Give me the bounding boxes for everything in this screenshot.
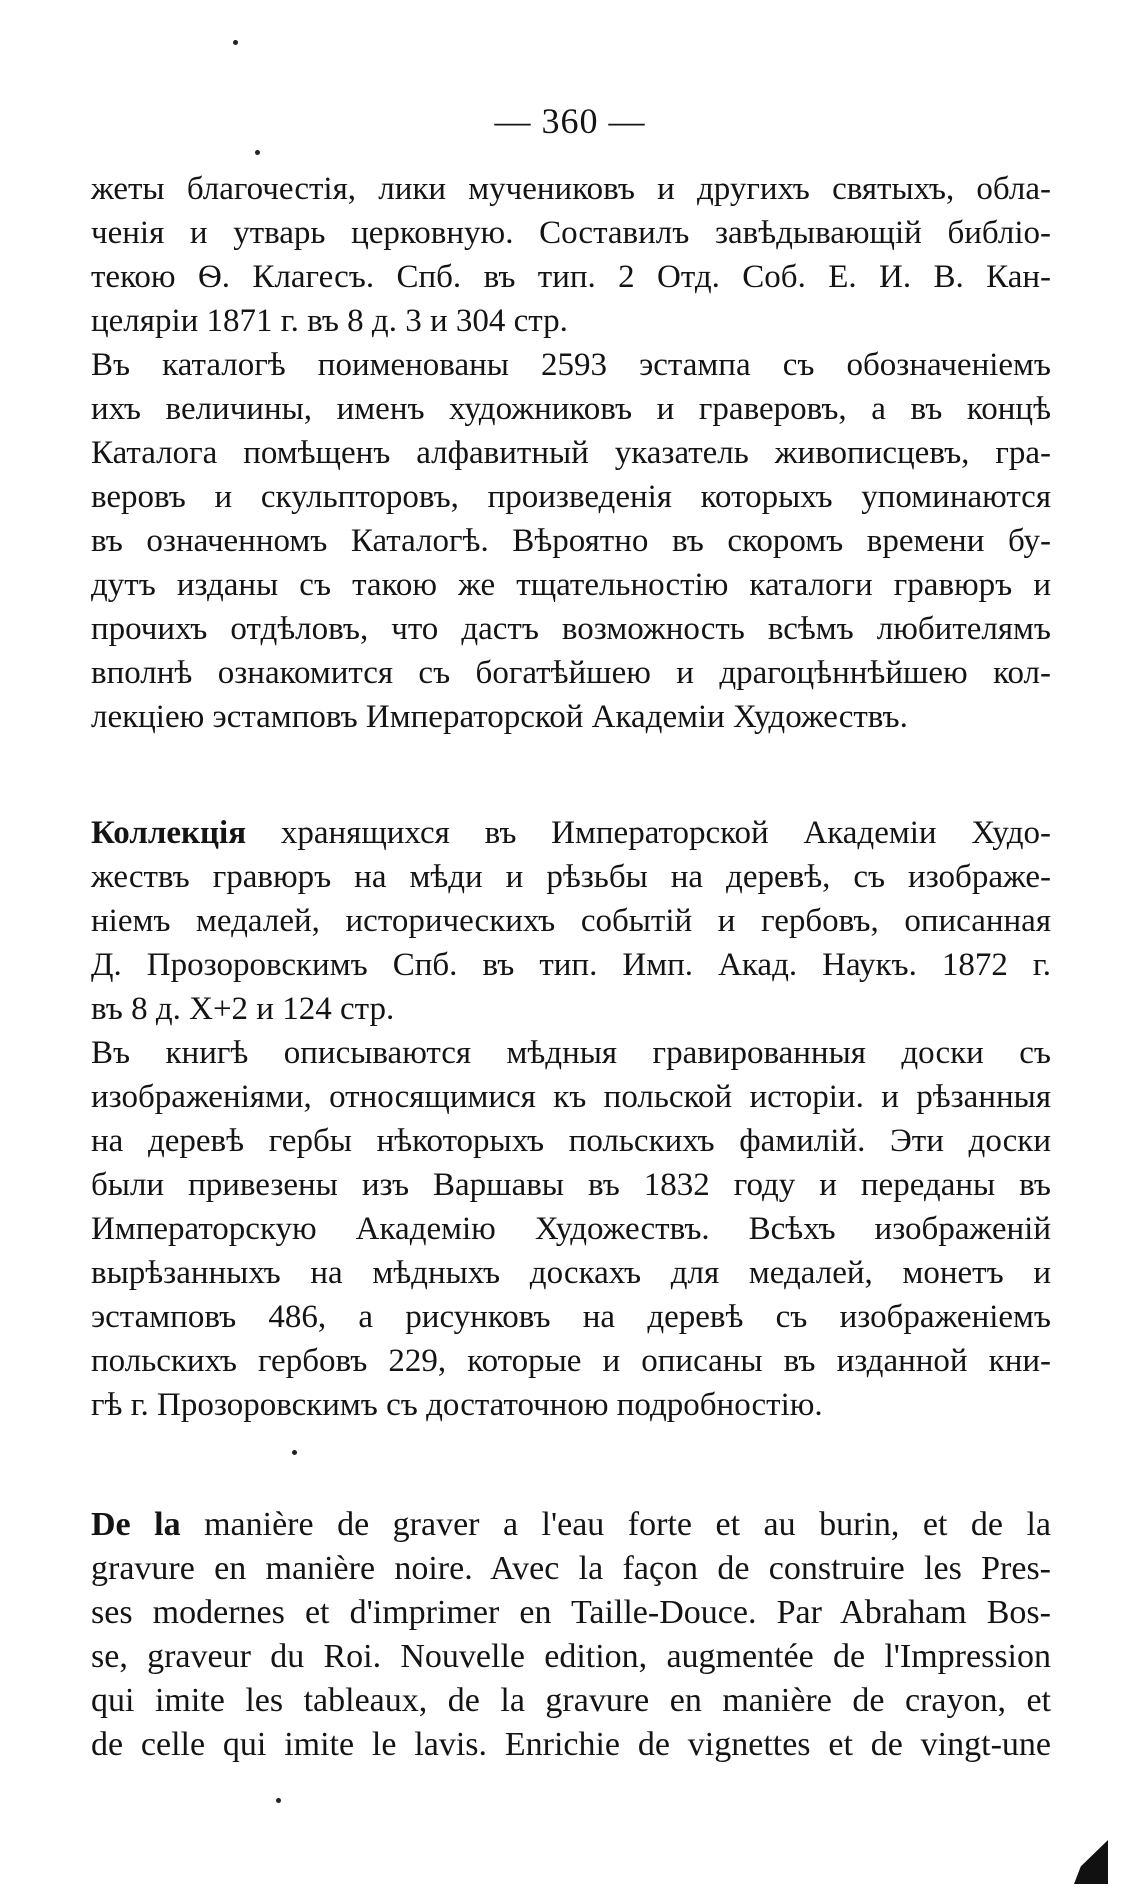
entry2-title-line (91, 811, 1051, 855)
entry2-description-line: эстамповъ 486, а рисунковъ на деревѣ съ изображеніемъ (91, 1299, 1051, 1335)
corner-scan-mark (1074, 1840, 1108, 1884)
entry2-title-bold: Коллекція (91, 815, 247, 851)
entry2-title-rest: хранящихся въ Императорской Академіи Худо- (246, 815, 1051, 851)
page-number: — 360 — (494, 101, 646, 141)
entry2-line: въ 8 д. X+2 и 124 стр. (91, 991, 395, 1027)
entry2-description-line: вырѣзанныхъ на мѣдныхъ доскахъ для медалей, монетъ и (91, 1255, 1051, 1291)
entry1-description-line: вполнѣ ознакомится съ богатѣйшею и драгоцѣннѣйшею кол- (91, 655, 1051, 691)
entry2-description-line: Императорскую Академію Художествъ. Всѣхъ изображеній (91, 1211, 1051, 1247)
entry1-description-line: Въ каталогѣ поименованы 2593 эстампа съ обозначеніемъ (91, 347, 1051, 383)
entry1-description-line: прочихъ отдѣловъ, что дастъ возможность всѣмъ любителямъ (91, 611, 1051, 647)
entry1-description-line: ихъ величины, именъ художниковъ и граверовъ, а въ концѣ (91, 391, 1051, 427)
entry3-line: ses modernes et d'imprimer en Taille-Douce. Par Abraham Bos- (91, 1594, 1051, 1631)
entry2-line: ніемъ медалей, историческихъ событій и гербовъ, описанная (91, 903, 1051, 939)
entry2-description-line: были привезены изъ Варшавы въ 1832 году и переданы въ (91, 1167, 1051, 1203)
entry2-description-line: гѣ г. Прозоровскимъ съ достаточною подробностію. (91, 1387, 823, 1423)
entry2-description-line: на деревѣ гербы нѣкоторыхъ польскихъ фамилій. Эти доски (91, 1123, 1051, 1159)
scan-speck (255, 150, 260, 155)
entry2-description-line: Въ книгѣ описываются мѣдныя гравированныя доски съ (91, 1035, 1051, 1071)
entry2-line: жествъ гравюръ на мѣди и рѣзьбы на деревѣ, съ изображе- (91, 859, 1051, 895)
entry3-title-bold: De la (91, 1506, 181, 1543)
entry3-line: se, graveur du Roi. Nouvelle edition, augmentée de l'Impression (91, 1638, 1051, 1675)
entry1-description-line: дутъ изданы съ такою же тщательностію каталоги гравюръ и (91, 567, 1051, 603)
entry3-line: gravure en manière noire. Avec la façon de construire les Pres- (91, 1550, 1051, 1587)
scan-speck (233, 40, 238, 45)
entry1-line: жеты благочестія, лики мучениковъ и другихъ святыхъ, обла- (91, 171, 1051, 207)
scan-speck (292, 1450, 297, 1455)
entry1-description-line: въ означенномъ Каталогѣ. Вѣроятно въ скоромъ времени бу- (91, 523, 1051, 559)
entry2-line: Д. Прозоровскимъ Спб. въ тип. Имп. Акад. Наукъ. 1872 г. (91, 947, 1051, 983)
entry1-description-line: веровъ и скульпторовъ, произведенія которыхъ упоминаются (91, 479, 1051, 515)
entry1-description-line: Каталога помѣщенъ алфавитный указатель живописцевъ, гра- (91, 435, 1051, 471)
entry1-line: текою Ѳ. Клагесъ. Спб. въ тип. 2 Отд. Соб. Е. И. В. Кан- (91, 259, 1051, 295)
entry3-title-line (91, 1503, 1051, 1547)
entry3-title-rest: manière de graver a l'eau forte et au burin, et de la (180, 1506, 1051, 1543)
entry1-line: ченія и утварь церковную. Составилъ завѣдывающій библіо- (91, 215, 1051, 251)
entry2-description-line: польскихъ гербовъ 229, которые и описаны въ изданной кни- (91, 1343, 1051, 1379)
entry3-line: de celle qui imite le lavis. Enrichie de vignettes et de vingt-une (91, 1726, 1051, 1763)
entry2-description-line: изображеніями, относящимися къ польской исторіи. и рѣзанныя (91, 1079, 1051, 1115)
entry3-line: qui imite les tableaux, de la gravure en manière de crayon, et (91, 1682, 1051, 1719)
entry1-line: целяріи 1871 г. въ 8 д. 3 и 304 стр. (91, 303, 568, 339)
entry1-description-line: лекціею эстамповъ Императорской Академіи Художествъ. (91, 699, 908, 735)
scan-speck (276, 1798, 281, 1803)
